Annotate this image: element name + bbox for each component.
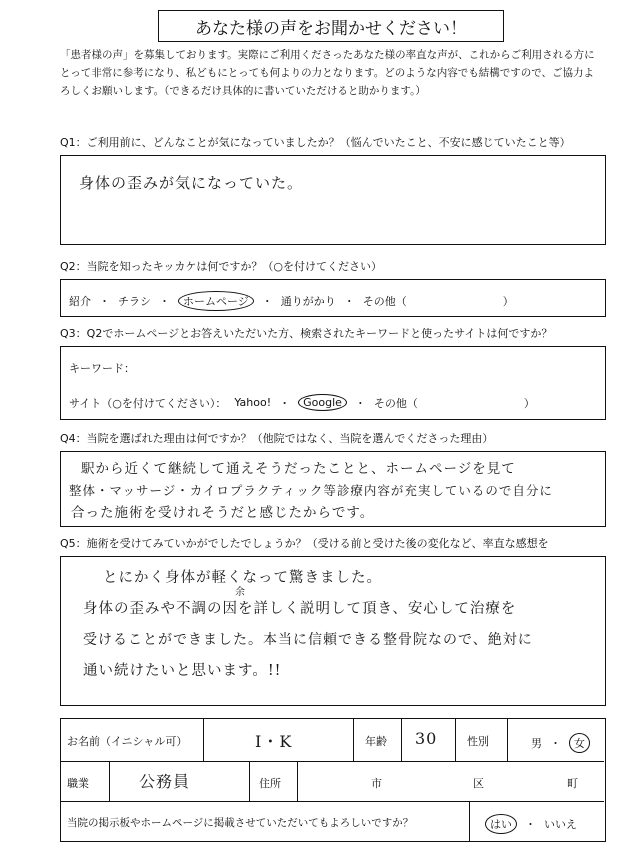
gender-label: 性別 — [467, 735, 489, 748]
q1-answer: 身体の歪みが気になっていた。 — [79, 174, 304, 192]
keyword-label: キーワード： — [69, 362, 135, 375]
option-referral[interactable]: 紹介 — [69, 295, 91, 308]
option-sep: ・ — [99, 295, 110, 308]
consent-yes-circled[interactable]: はい — [485, 814, 517, 834]
gender-options — [531, 733, 590, 753]
q4-answer — [69, 458, 553, 524]
q5-answer-line: 通い続けたいと思います。!! — [83, 663, 282, 679]
option-other-close: ） — [502, 295, 514, 308]
option-sep: ・ — [343, 295, 355, 308]
gender-sep: ・ — [550, 737, 561, 750]
gender-male[interactable]: 男 — [531, 737, 542, 750]
form-title-text: あなた様の声をお聞かせください！ — [195, 18, 467, 39]
consent-label: 当院の掲示板やホームページに掲載させていただいてもよろしいですか？ — [67, 817, 414, 829]
site-other-close: ） — [523, 396, 535, 410]
consent-options — [485, 814, 577, 834]
address-city: 市 — [371, 777, 382, 790]
option-sep: ・ — [159, 295, 170, 308]
q5-answer — [83, 563, 533, 687]
q4-answer-line: 合った施術を受けれそうだと感じたからです。 — [71, 505, 375, 521]
q1-answer-box — [60, 155, 606, 245]
option-passing-by[interactable]: 通りがかり — [280, 295, 336, 308]
age-label: 年齢 — [365, 735, 387, 748]
q4-answer-line: 整体・マッサージ・カイロプラクティック等診療内容が充実しているので自分に — [69, 483, 553, 498]
q4-answer-box — [60, 451, 606, 527]
address-town: 町 — [567, 777, 578, 790]
address-label: 住所 — [259, 777, 281, 790]
address-ward: 区 — [473, 777, 484, 790]
site-yahoo[interactable]: Yahoo! — [234, 396, 272, 409]
q1-label: Q1：ご利用前に、どんなことが気になっていましたか？（悩んでいたこと、不安に感じていたこと等） — [60, 136, 571, 149]
option-flyer[interactable]: チラシ — [118, 295, 151, 308]
consent-no[interactable]: いいえ — [544, 818, 577, 831]
q5-answer-line: 身体の歪みや不調の因を詳しく説明して頂き、安心して治療を — [83, 601, 517, 617]
name-value[interactable]: I・K — [255, 732, 293, 751]
site-sep: ・ — [279, 396, 291, 410]
q2-options-box — [60, 279, 606, 317]
gender-female-circled[interactable]: 女 — [569, 733, 590, 753]
job-label: 職業 — [67, 777, 89, 790]
q2-options — [69, 291, 514, 311]
q4-answer-line: 駅から近くて継続して通えそうだったことと、ホームページを見て — [81, 461, 516, 477]
name-label: お名前（イニシャル可） — [67, 735, 188, 748]
site-other[interactable]: その他（ — [373, 396, 418, 410]
site-sep: ・ — [354, 396, 366, 410]
option-other[interactable]: その他（ — [362, 295, 407, 308]
intro-text: 「患者様の声」を募集しております。実際にご利用くださったあなた様の率直な声が、これからご利用される方にとって非常に参考になり、私どもにとっても何よりの力となります。どのような内容でも結構ですので、ご協力よろしくお願いします。（できるだけ具体的に書いていただけると助かります。） — [60, 49, 595, 97]
q2-label: Q2：当院を知ったキッカケは何ですか？（○を付けてください） — [60, 260, 383, 273]
q4-label: Q4：当院を選ばれた理由は何ですか？（他院ではなく、当院を選んでくださった理由） — [60, 432, 494, 445]
form-title — [158, 10, 504, 42]
q5-answer-box — [60, 556, 606, 706]
option-homepage-circled[interactable]: ホームページ — [178, 291, 254, 311]
job-value[interactable]: 公務員 — [139, 772, 191, 791]
q5-answer-line: とにかく身体が軽くなって驚きました。 — [103, 570, 382, 586]
consent-sep: ・ — [525, 818, 536, 831]
q3-box — [60, 346, 606, 420]
site-label: サイト（○を付けてください）： — [69, 396, 227, 410]
site-row — [69, 394, 535, 411]
option-sep: ・ — [261, 295, 273, 308]
info-table — [60, 718, 606, 842]
q3-label: Q3：Q2でホームページとお答えいただいた方、検索されたキーワードと使ったサイトは何ですか？ — [60, 327, 553, 340]
q5-answer-line: 受けることができました。本当に信頼できる整骨院なので、絶対に — [83, 632, 533, 648]
q5-label: Q5：施術を受けてみていかがでしたでしょうか？（受ける前と受けた後の変化など、率直な感想を — [60, 537, 549, 550]
age-value[interactable]: 30 — [415, 729, 438, 748]
q5-insert-mark: 余 — [235, 587, 246, 598]
site-google-circled[interactable]: Google — [298, 394, 347, 411]
